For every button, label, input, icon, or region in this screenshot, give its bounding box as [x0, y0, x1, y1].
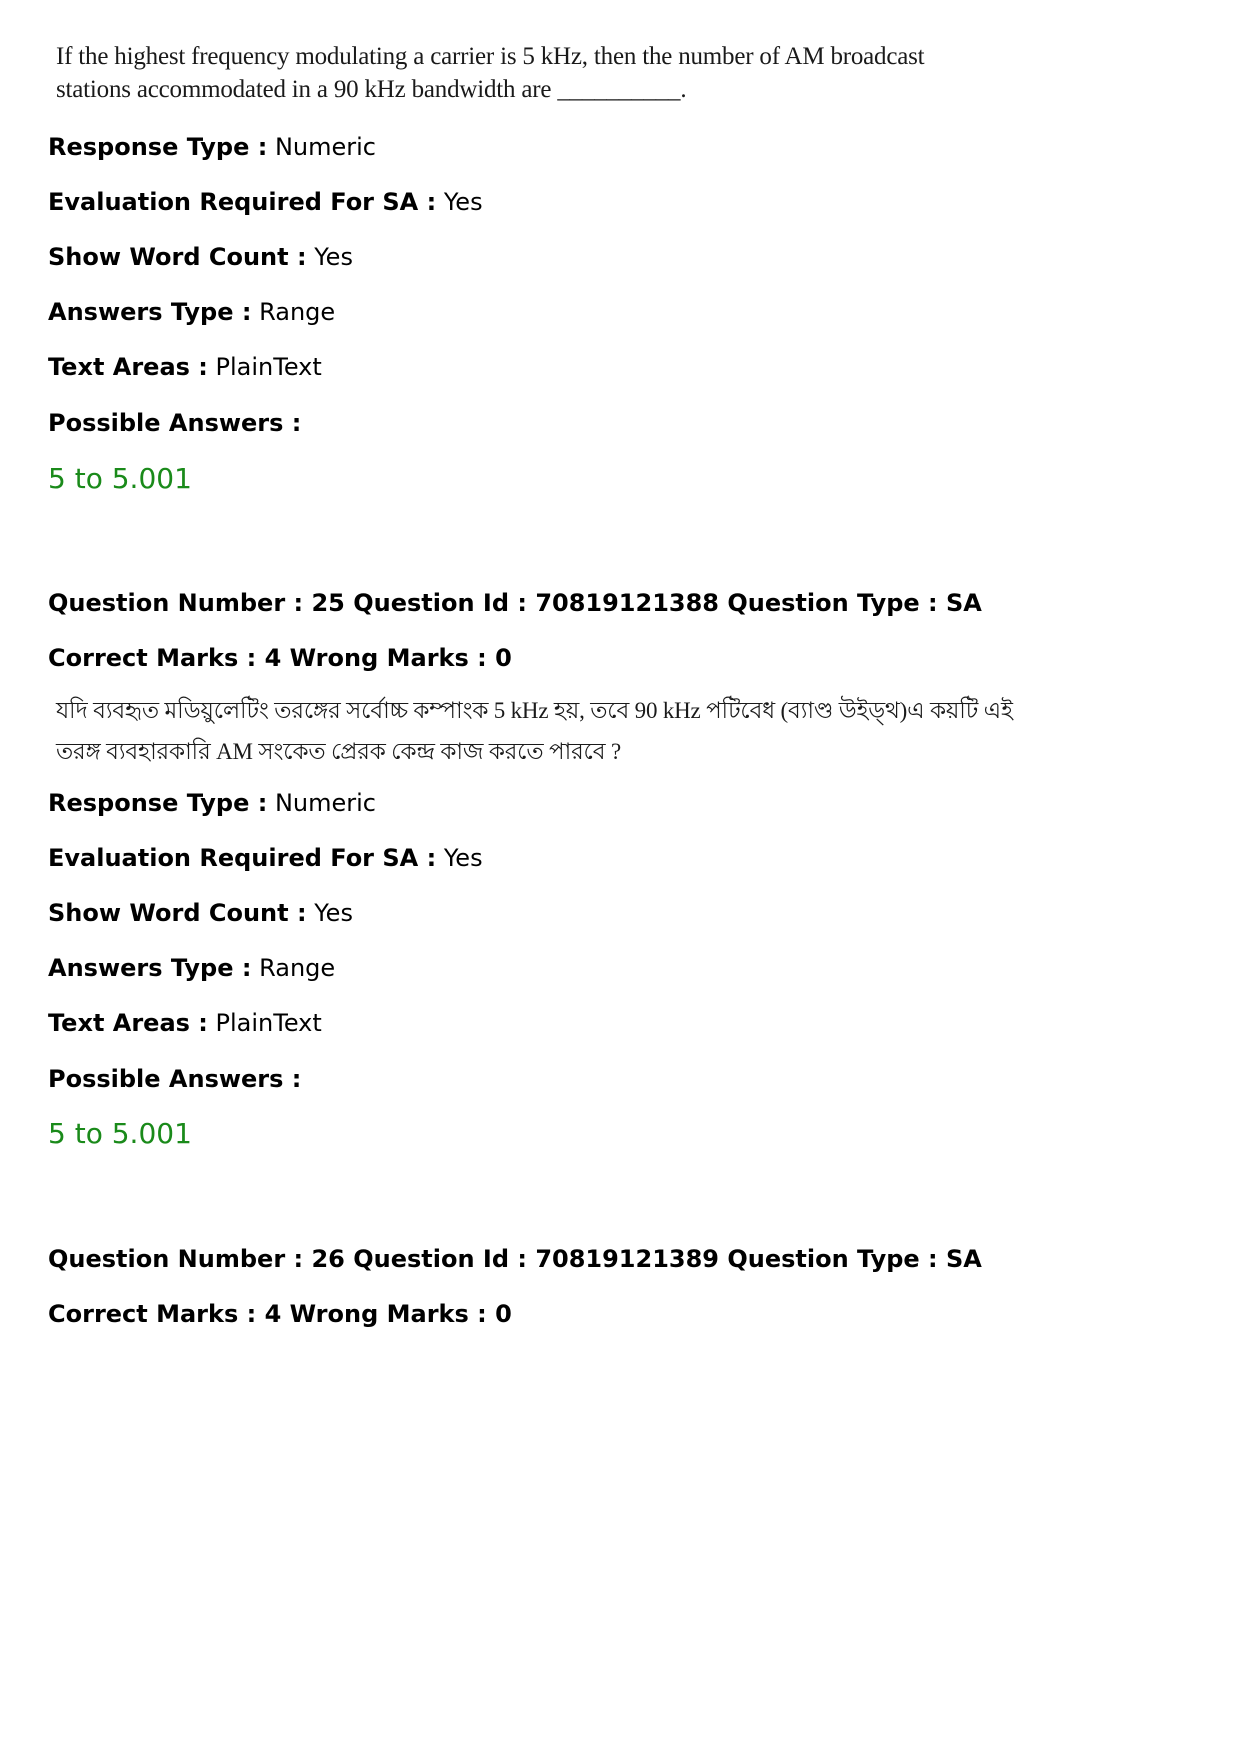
- word-count-label: Show Word Count :: [48, 899, 307, 927]
- answers-type-row: [48, 297, 335, 327]
- question-text-line: stations accommodated in a 90 kHz bandwidth are __________.: [56, 76, 687, 103]
- evaluation-label: Evaluation Required For SA :: [48, 188, 437, 216]
- question-text-line: If the highest frequency modulating a carrier is 5 kHz, then the number of AM broadcast: [56, 43, 925, 70]
- question-header: Question Number : 25 Question Id : 70819121388 Question Type : SA: [48, 589, 982, 617]
- word-count-value: Yes: [314, 899, 353, 927]
- answers-type-value: Range: [259, 954, 336, 982]
- possible-answers-label: Possible Answers :: [48, 1065, 302, 1093]
- response-type-label: Response Type :: [48, 789, 268, 817]
- response-type-value: Numeric: [274, 789, 376, 817]
- answers-type-label: Answers Type :: [48, 298, 252, 326]
- evaluation-row: [48, 187, 483, 217]
- text-areas-row: [48, 352, 322, 382]
- possible-answer-value: 5 to 5.001: [48, 462, 192, 495]
- text-areas-row: [48, 1008, 322, 1038]
- question-text-line: যদি ব্যবহৃত মডিয়ুলেটিং তরঙ্গের সর্বোচ্চ কম্পাংক 5 kHz হয়, তবে 90 kHz পটিবেধ (ব্যাণ্ড উইড্থ)এ কয়টি এই: [56, 698, 1013, 723]
- possible-answer-value: 5 to 5.001: [48, 1117, 192, 1150]
- possible-answers-label: Possible Answers :: [48, 409, 302, 437]
- response-type-label: Response Type :: [48, 133, 268, 161]
- question-text-image: [56, 690, 1013, 772]
- possible-answers-row: [48, 1064, 301, 1094]
- answers-type-value: Range: [259, 298, 336, 326]
- answers-type-row: [48, 953, 335, 983]
- word-count-row: [48, 898, 353, 928]
- evaluation-value: Yes: [443, 844, 483, 872]
- response-type-value: Numeric: [274, 133, 376, 161]
- response-type-row: [48, 132, 376, 162]
- question-text-image: [56, 40, 956, 106]
- marks-line: Correct Marks : 4 Wrong Marks : 0: [48, 644, 512, 672]
- marks-line: Correct Marks : 4 Wrong Marks : 0: [48, 1300, 512, 1328]
- text-areas-label: Text Areas :: [48, 1009, 208, 1037]
- evaluation-row: [48, 843, 483, 873]
- text-areas-label: Text Areas :: [48, 353, 208, 381]
- word-count-value: Yes: [314, 243, 353, 271]
- evaluation-label: Evaluation Required For SA :: [48, 844, 437, 872]
- answers-type-label: Answers Type :: [48, 954, 252, 982]
- evaluation-value: Yes: [443, 188, 483, 216]
- question-header: Question Number : 26 Question Id : 70819121389 Question Type : SA: [48, 1245, 982, 1273]
- response-type-row: [48, 788, 376, 818]
- text-areas-value: PlainText: [215, 353, 322, 381]
- text-areas-value: PlainText: [215, 1009, 322, 1037]
- word-count-label: Show Word Count :: [48, 243, 307, 271]
- word-count-row: [48, 242, 353, 272]
- question-text-line: তরঙ্গ ব্যবহারকারি AM সংকেত প্রেরক কেন্দ্র কাজ করতে পারবে ?: [56, 739, 621, 764]
- possible-answers-row: [48, 408, 301, 438]
